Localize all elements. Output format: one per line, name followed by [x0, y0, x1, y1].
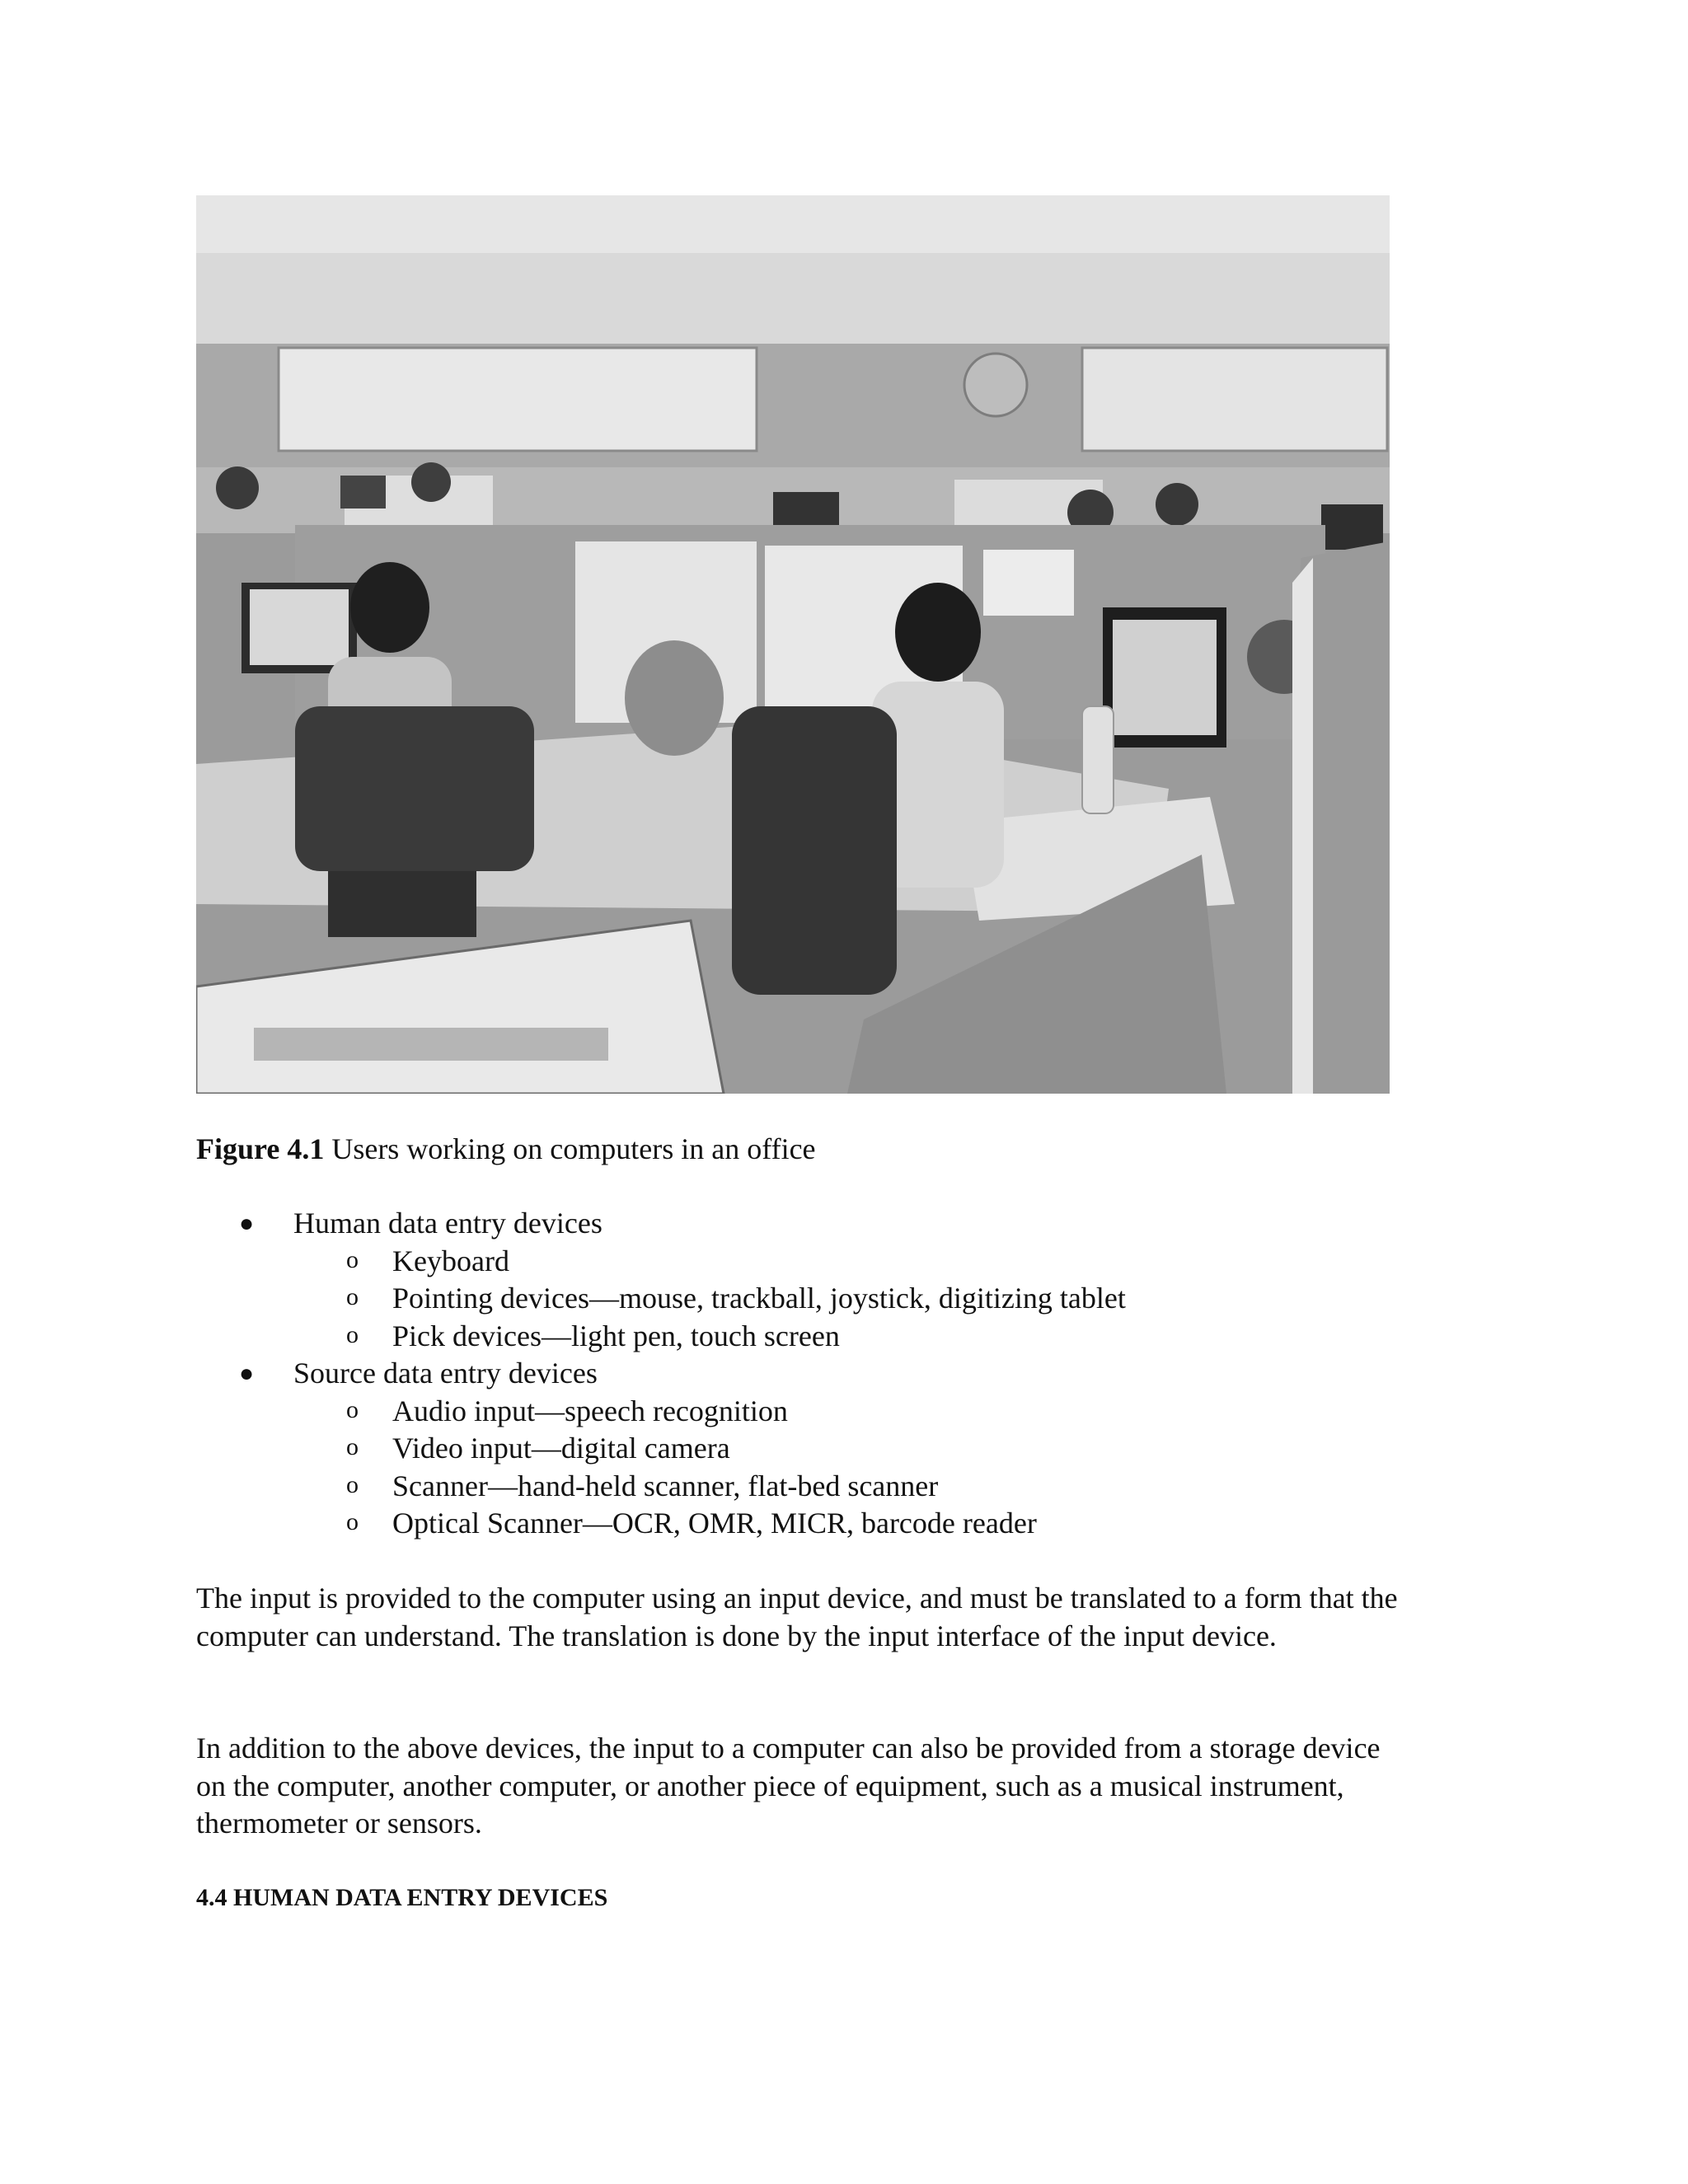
figure-caption-label: Figure 4.1: [196, 1132, 325, 1165]
bullet-icon: ●: [239, 1360, 255, 1387]
device-item-text: Scanner—hand-held scanner, flat-bed scanner: [392, 1469, 939, 1502]
bullet-icon: ●: [239, 1210, 255, 1237]
device-item: [196, 1393, 1432, 1431]
device-group: [196, 1355, 1432, 1393]
circle-bullet-icon: o: [346, 1320, 359, 1348]
device-group-label: Human data entry devices: [293, 1207, 603, 1240]
circle-bullet-icon: o: [346, 1433, 359, 1460]
office-photo-illustration: [196, 195, 1390, 1094]
device-item: [196, 1505, 1432, 1543]
device-item-text: Video input—digital camera: [392, 1432, 730, 1465]
circle-bullet-icon: o: [346, 1283, 359, 1310]
circle-bullet-icon: o: [346, 1470, 359, 1498]
office-photo: [196, 195, 1390, 1094]
section-heading: 4.4 HUMAN DATA ENTRY DEVICES: [196, 1884, 608, 1911]
device-item-text: Keyboard: [392, 1244, 509, 1277]
figure-caption-text: Users working on computers in an office: [331, 1132, 816, 1165]
device-list: [196, 1205, 1432, 1543]
device-item-text: Pointing devices—mouse, trackball, joystick, digitizing tablet: [392, 1282, 1126, 1315]
device-item: [196, 1243, 1432, 1281]
device-item-text: Pick devices—light pen, touch screen: [392, 1319, 840, 1352]
circle-bullet-icon: o: [346, 1508, 359, 1535]
figure-caption: [196, 1131, 816, 1167]
circle-bullet-icon: o: [346, 1395, 359, 1423]
device-item: [196, 1280, 1432, 1318]
device-item-text: Optical Scanner—OCR, OMR, MICR, barcode reader: [392, 1507, 1037, 1540]
device-item: [196, 1430, 1432, 1468]
device-item-text: Audio input—speech recognition: [392, 1394, 788, 1427]
body-paragraph: The input is provided to the computer using an input device, and must be translated to a form that the computer can understand. The translation is done by the input interface of the input device.: [196, 1582, 1398, 1652]
device-item: [196, 1318, 1432, 1356]
device-group: [196, 1205, 1432, 1243]
circle-bullet-icon: o: [346, 1245, 359, 1273]
device-item: [196, 1468, 1432, 1506]
device-group-label: Source data entry devices: [293, 1357, 598, 1390]
body-paragraph: In addition to the above devices, the input to a computer can also be provided from a storage device on the computer, another computer, or another piece of equipment, such as a musical instrument, thermometer or sensors.: [196, 1732, 1381, 1840]
